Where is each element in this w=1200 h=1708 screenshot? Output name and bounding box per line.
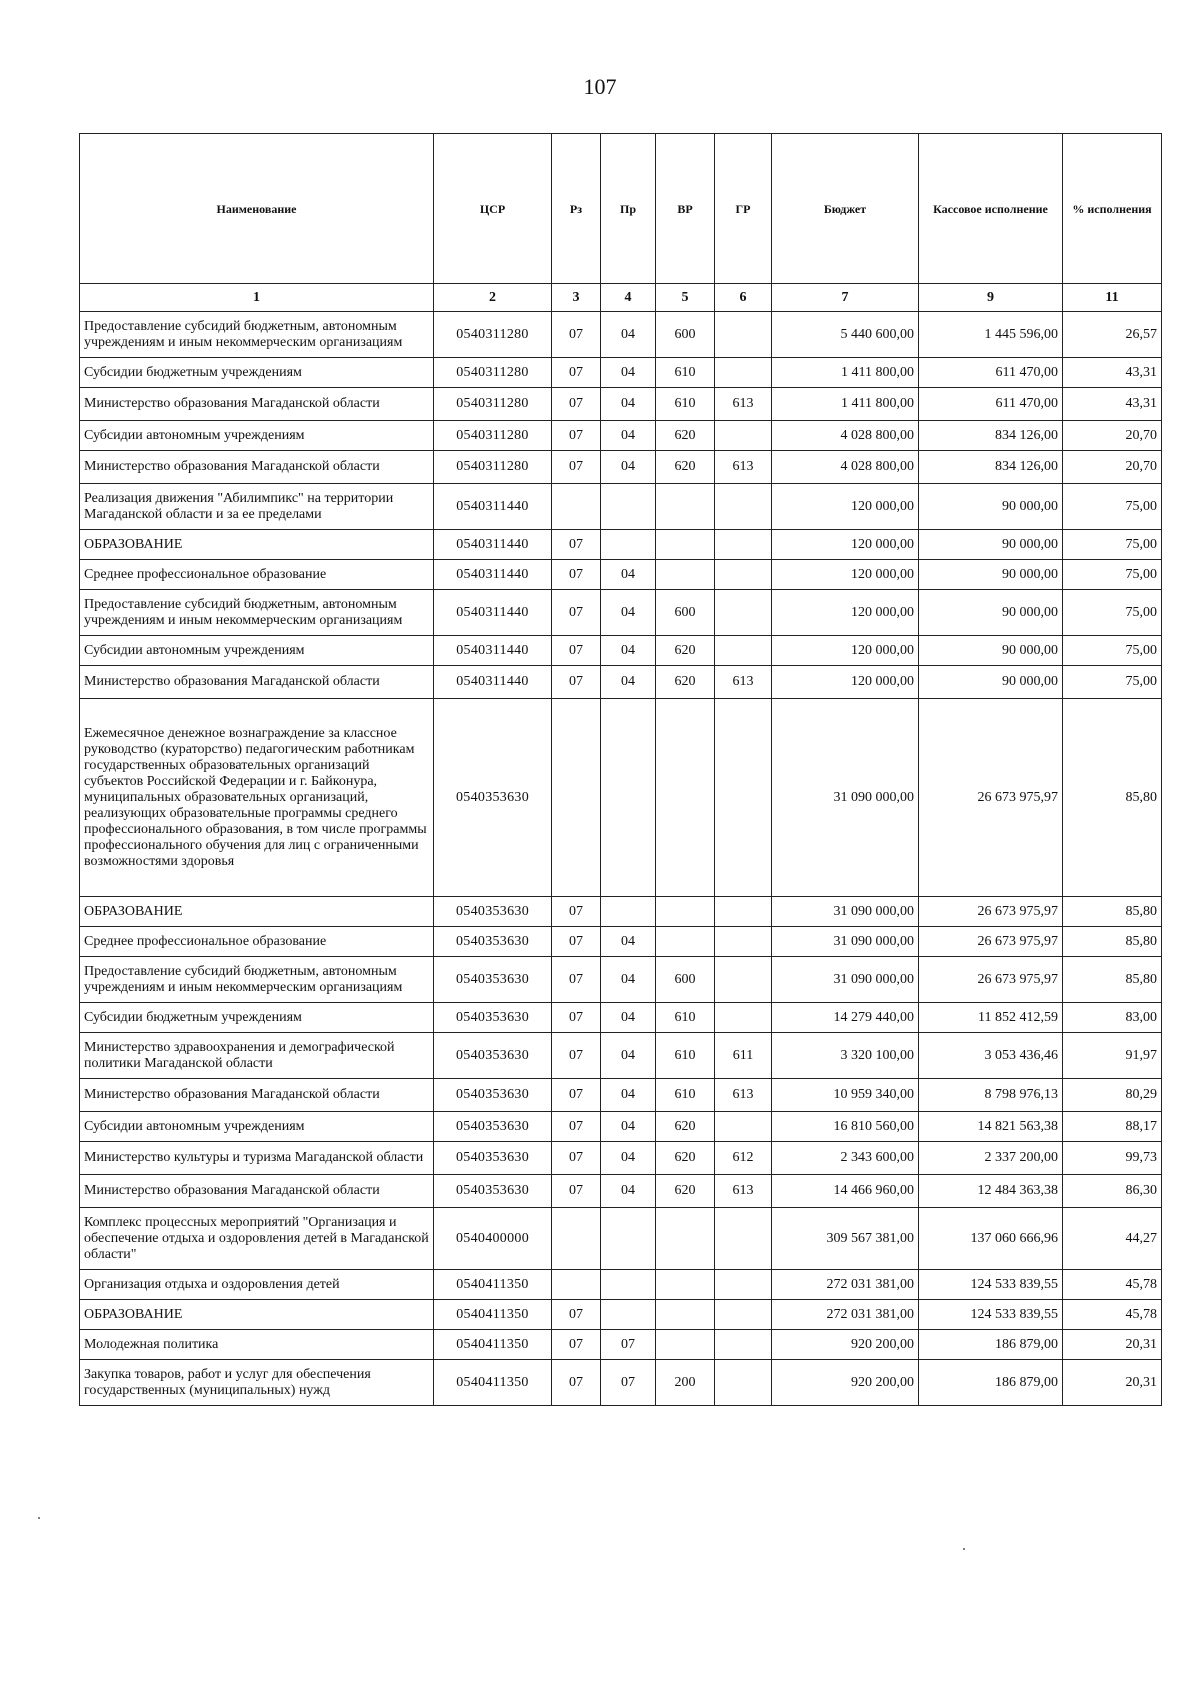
cell-rz: 07 xyxy=(552,1330,601,1360)
table-row xyxy=(80,1175,1162,1208)
cell-cash-execution: 611 470,00 xyxy=(919,358,1063,388)
cell-rz: 07 xyxy=(552,957,601,1003)
cell-gr xyxy=(715,1330,772,1360)
cell-pr: 04 xyxy=(601,421,656,451)
scan-speck xyxy=(38,1517,40,1519)
cell-percent: 99,73 xyxy=(1063,1142,1162,1175)
cell-rz: 07 xyxy=(552,1003,601,1033)
table-row xyxy=(80,451,1162,484)
cell-budget: 5 440 600,00 xyxy=(772,312,919,358)
cell-rz: 07 xyxy=(552,1112,601,1142)
cell-vr: 620 xyxy=(656,421,715,451)
cell-name: Реализация движения "Абилимпикс" на территории Магаданской области и за ее пределами xyxy=(80,484,434,530)
cell-percent: 44,27 xyxy=(1063,1208,1162,1270)
cell-rz: 07 xyxy=(552,358,601,388)
cell-csr: 0540311280 xyxy=(434,451,552,484)
header-budget: Бюджет xyxy=(772,134,919,284)
cell-gr xyxy=(715,358,772,388)
cell-percent: 88,17 xyxy=(1063,1112,1162,1142)
page-number: 107 xyxy=(583,74,617,99)
column-number: 1 xyxy=(80,284,434,312)
cell-cash-execution: 90 000,00 xyxy=(919,590,1063,636)
cell-pr xyxy=(601,1300,656,1330)
cell-percent: 43,31 xyxy=(1063,358,1162,388)
cell-budget: 272 031 381,00 xyxy=(772,1270,919,1300)
cell-pr: 04 xyxy=(601,560,656,590)
cell-name: Министерство культуры и туризма Магаданской области xyxy=(80,1142,434,1175)
column-number: 5 xyxy=(656,284,715,312)
cell-pr: 04 xyxy=(601,1112,656,1142)
table-row xyxy=(80,1112,1162,1142)
cell-vr xyxy=(656,927,715,957)
cell-csr: 0540311440 xyxy=(434,666,552,699)
cell-gr xyxy=(715,530,772,560)
cell-budget: 1 411 800,00 xyxy=(772,388,919,421)
header-name: Наименование xyxy=(80,134,434,284)
cell-budget: 272 031 381,00 xyxy=(772,1300,919,1330)
cell-pr: 07 xyxy=(601,1330,656,1360)
table-row xyxy=(80,484,1162,530)
cell-percent: 20,31 xyxy=(1063,1330,1162,1360)
cell-gr: 611 xyxy=(715,1033,772,1079)
column-number: 3 xyxy=(552,284,601,312)
cell-gr xyxy=(715,1270,772,1300)
cell-csr: 0540353630 xyxy=(434,1079,552,1112)
table-row xyxy=(80,666,1162,699)
cell-pr xyxy=(601,897,656,927)
cell-csr: 0540311440 xyxy=(434,560,552,590)
cell-cash-execution: 90 000,00 xyxy=(919,484,1063,530)
cell-percent: 20,70 xyxy=(1063,451,1162,484)
cell-csr: 0540353630 xyxy=(434,957,552,1003)
cell-rz xyxy=(552,699,601,897)
cell-name: ОБРАЗОВАНИЕ xyxy=(80,530,434,560)
cell-name: Министерство образования Магаданской области xyxy=(80,1079,434,1112)
cell-rz xyxy=(552,1270,601,1300)
cell-name: Субсидии автономным учреждениям xyxy=(80,421,434,451)
header-pr: Пр xyxy=(601,134,656,284)
cell-gr xyxy=(715,590,772,636)
cell-percent: 26,57 xyxy=(1063,312,1162,358)
cell-rz: 07 xyxy=(552,927,601,957)
cell-csr: 0540311440 xyxy=(434,636,552,666)
cell-budget: 920 200,00 xyxy=(772,1330,919,1360)
table-row xyxy=(80,897,1162,927)
cell-name: Ежемесячное денежное вознаграждение за классное руководство (кураторство) педагогическим работникам государственных образовательных организаций субъектов Российской Федерации и г. Байконура, муниципальных образовательных организаций, реализующих образовательные программы среднего профессионального образования, в том числе программы профессионального обучения для лиц с ограниченными возможностями здоровья xyxy=(80,699,434,897)
cell-percent: 20,31 xyxy=(1063,1360,1162,1406)
cell-name: Предоставление субсидий бюджетным, автономным учреждениям и иным некоммерческим организациям xyxy=(80,590,434,636)
table-row xyxy=(80,590,1162,636)
cell-vr xyxy=(656,1208,715,1270)
cell-percent: 85,80 xyxy=(1063,957,1162,1003)
cell-name: Субсидии бюджетным учреждениям xyxy=(80,358,434,388)
cell-percent: 85,80 xyxy=(1063,897,1162,927)
table-row xyxy=(80,957,1162,1003)
cell-csr: 0540353630 xyxy=(434,1003,552,1033)
cell-cash-execution: 186 879,00 xyxy=(919,1360,1063,1406)
cell-pr xyxy=(601,530,656,560)
cell-budget: 14 279 440,00 xyxy=(772,1003,919,1033)
cell-vr: 610 xyxy=(656,358,715,388)
cell-gr: 613 xyxy=(715,1079,772,1112)
cell-cash-execution: 3 053 436,46 xyxy=(919,1033,1063,1079)
cell-vr: 620 xyxy=(656,1175,715,1208)
cell-csr: 0540411350 xyxy=(434,1270,552,1300)
cell-cash-execution: 26 673 975,97 xyxy=(919,927,1063,957)
header-csr: ЦСР xyxy=(434,134,552,284)
table-row xyxy=(80,312,1162,358)
cell-percent: 75,00 xyxy=(1063,666,1162,699)
cell-budget: 4 028 800,00 xyxy=(772,421,919,451)
cell-vr: 620 xyxy=(656,1142,715,1175)
cell-name: Организация отдыха и оздоровления детей xyxy=(80,1270,434,1300)
cell-gr xyxy=(715,560,772,590)
column-number: 6 xyxy=(715,284,772,312)
cell-vr xyxy=(656,560,715,590)
cell-gr xyxy=(715,1112,772,1142)
cell-rz: 07 xyxy=(552,560,601,590)
cell-name: Субсидии автономным учреждениям xyxy=(80,636,434,666)
cell-rz: 07 xyxy=(552,590,601,636)
cell-budget: 16 810 560,00 xyxy=(772,1112,919,1142)
cell-vr: 610 xyxy=(656,1003,715,1033)
cell-vr: 600 xyxy=(656,957,715,1003)
cell-vr xyxy=(656,699,715,897)
cell-csr: 0540311440 xyxy=(434,530,552,560)
cell-pr: 04 xyxy=(601,1142,656,1175)
table-row xyxy=(80,530,1162,560)
cell-gr xyxy=(715,957,772,1003)
cell-gr xyxy=(715,636,772,666)
cell-vr: 620 xyxy=(656,1112,715,1142)
cell-vr: 610 xyxy=(656,388,715,421)
header-vr: ВР xyxy=(656,134,715,284)
cell-csr: 0540311440 xyxy=(434,590,552,636)
cell-name: Предоставление субсидий бюджетным, автономным учреждениям и иным некоммерческим организациям xyxy=(80,312,434,358)
cell-rz: 07 xyxy=(552,1142,601,1175)
cell-name: Предоставление субсидий бюджетным, автономным учреждениям и иным некоммерческим организациям xyxy=(80,957,434,1003)
budget-execution-table xyxy=(79,133,1162,1406)
cell-budget: 120 000,00 xyxy=(772,484,919,530)
cell-cash-execution: 90 000,00 xyxy=(919,666,1063,699)
header-rz: Рз xyxy=(552,134,601,284)
cell-csr: 0540411350 xyxy=(434,1300,552,1330)
cell-gr xyxy=(715,312,772,358)
cell-cash-execution: 11 852 412,59 xyxy=(919,1003,1063,1033)
cell-cash-execution: 124 533 839,55 xyxy=(919,1300,1063,1330)
cell-gr xyxy=(715,1208,772,1270)
cell-pr xyxy=(601,1270,656,1300)
cell-name: Среднее профессиональное образование xyxy=(80,560,434,590)
cell-csr: 0540353630 xyxy=(434,897,552,927)
cell-pr xyxy=(601,699,656,897)
cell-rz: 07 xyxy=(552,1079,601,1112)
cell-budget: 120 000,00 xyxy=(772,560,919,590)
cell-cash-execution: 8 798 976,13 xyxy=(919,1079,1063,1112)
cell-name: Министерство образования Магаданской области xyxy=(80,1175,434,1208)
cell-budget: 14 466 960,00 xyxy=(772,1175,919,1208)
cell-percent: 80,29 xyxy=(1063,1079,1162,1112)
cell-rz xyxy=(552,1208,601,1270)
cell-cash-execution: 26 673 975,97 xyxy=(919,957,1063,1003)
cell-percent: 83,00 xyxy=(1063,1003,1162,1033)
table-row xyxy=(80,1208,1162,1270)
cell-name: Министерство здравоохранения и демографической политики Магаданской области xyxy=(80,1033,434,1079)
cell-rz: 07 xyxy=(552,421,601,451)
cell-budget: 120 000,00 xyxy=(772,636,919,666)
cell-csr: 0540411350 xyxy=(434,1330,552,1360)
header-row xyxy=(80,134,1162,284)
cell-pr: 04 xyxy=(601,1079,656,1112)
cell-cash-execution: 14 821 563,38 xyxy=(919,1112,1063,1142)
cell-gr xyxy=(715,484,772,530)
cell-percent: 85,80 xyxy=(1063,699,1162,897)
cell-vr xyxy=(656,1270,715,1300)
cell-pr: 04 xyxy=(601,1003,656,1033)
cell-name: ОБРАЗОВАНИЕ xyxy=(80,1300,434,1330)
cell-pr: 04 xyxy=(601,388,656,421)
cell-percent: 75,00 xyxy=(1063,560,1162,590)
column-number: 11 xyxy=(1063,284,1162,312)
cell-vr: 600 xyxy=(656,312,715,358)
cell-rz: 07 xyxy=(552,1033,601,1079)
cell-vr: 620 xyxy=(656,666,715,699)
cell-percent: 45,78 xyxy=(1063,1300,1162,1330)
cell-name: Министерство образования Магаданской области xyxy=(80,666,434,699)
cell-budget: 31 090 000,00 xyxy=(772,957,919,1003)
cell-budget: 4 028 800,00 xyxy=(772,451,919,484)
cell-cash-execution: 12 484 363,38 xyxy=(919,1175,1063,1208)
cell-vr: 610 xyxy=(656,1079,715,1112)
table-row xyxy=(80,358,1162,388)
column-number: 4 xyxy=(601,284,656,312)
cell-vr xyxy=(656,530,715,560)
cell-cash-execution: 26 673 975,97 xyxy=(919,897,1063,927)
cell-rz: 07 xyxy=(552,636,601,666)
cell-vr: 600 xyxy=(656,590,715,636)
cell-name: Субсидии автономным учреждениям xyxy=(80,1112,434,1142)
cell-gr xyxy=(715,699,772,897)
cell-vr xyxy=(656,1330,715,1360)
cell-budget: 120 000,00 xyxy=(772,666,919,699)
cell-pr: 04 xyxy=(601,590,656,636)
cell-cash-execution: 611 470,00 xyxy=(919,388,1063,421)
cell-csr: 0540311440 xyxy=(434,484,552,530)
cell-name: Комплекс процессных мероприятий "Организация и обеспечение отдыха и оздоровления детей в Магаданской области" xyxy=(80,1208,434,1270)
table-row xyxy=(80,1003,1162,1033)
cell-percent: 20,70 xyxy=(1063,421,1162,451)
cell-rz: 07 xyxy=(552,1360,601,1406)
cell-gr xyxy=(715,1300,772,1330)
cell-vr xyxy=(656,897,715,927)
cell-pr: 04 xyxy=(601,358,656,388)
cell-cash-execution: 90 000,00 xyxy=(919,636,1063,666)
table-row xyxy=(80,388,1162,421)
cell-cash-execution: 834 126,00 xyxy=(919,451,1063,484)
cell-gr xyxy=(715,897,772,927)
cell-csr: 0540311280 xyxy=(434,421,552,451)
cell-rz: 07 xyxy=(552,666,601,699)
table-row xyxy=(80,560,1162,590)
cell-gr xyxy=(715,1003,772,1033)
cell-pr: 04 xyxy=(601,636,656,666)
cell-cash-execution: 1 445 596,00 xyxy=(919,312,1063,358)
table-row xyxy=(80,1300,1162,1330)
cell-csr: 0540311280 xyxy=(434,358,552,388)
cell-percent: 75,00 xyxy=(1063,530,1162,560)
cell-csr: 0540353630 xyxy=(434,927,552,957)
cell-percent: 75,00 xyxy=(1063,484,1162,530)
cell-name: Среднее профессиональное образование xyxy=(80,927,434,957)
cell-gr: 613 xyxy=(715,666,772,699)
cell-percent: 86,30 xyxy=(1063,1175,1162,1208)
column-number: 7 xyxy=(772,284,919,312)
cell-budget: 10 959 340,00 xyxy=(772,1079,919,1112)
table-row xyxy=(80,699,1162,897)
cell-pr: 04 xyxy=(601,312,656,358)
cell-csr: 0540353630 xyxy=(434,1112,552,1142)
cell-rz: 07 xyxy=(552,530,601,560)
cell-cash-execution: 124 533 839,55 xyxy=(919,1270,1063,1300)
cell-pr xyxy=(601,484,656,530)
table-row xyxy=(80,1360,1162,1406)
cell-name: Министерство образования Магаданской области xyxy=(80,451,434,484)
cell-cash-execution: 137 060 666,96 xyxy=(919,1208,1063,1270)
cell-cash-execution: 2 337 200,00 xyxy=(919,1142,1063,1175)
table-row xyxy=(80,927,1162,957)
table-row xyxy=(80,1033,1162,1079)
cell-cash-execution: 834 126,00 xyxy=(919,421,1063,451)
cell-budget: 31 090 000,00 xyxy=(772,927,919,957)
column-number: 2 xyxy=(434,284,552,312)
cell-budget: 920 200,00 xyxy=(772,1360,919,1406)
cell-cash-execution: 90 000,00 xyxy=(919,530,1063,560)
cell-rz: 07 xyxy=(552,1175,601,1208)
cell-pr: 04 xyxy=(601,451,656,484)
cell-pr: 04 xyxy=(601,957,656,1003)
cell-percent: 75,00 xyxy=(1063,590,1162,636)
cell-budget: 309 567 381,00 xyxy=(772,1208,919,1270)
cell-pr: 04 xyxy=(601,666,656,699)
cell-percent: 85,80 xyxy=(1063,927,1162,957)
cell-name: Субсидии бюджетным учреждениям xyxy=(80,1003,434,1033)
cell-percent: 45,78 xyxy=(1063,1270,1162,1300)
cell-gr xyxy=(715,1360,772,1406)
scan-speck xyxy=(963,1548,965,1550)
cell-rz: 07 xyxy=(552,312,601,358)
cell-budget: 2 343 600,00 xyxy=(772,1142,919,1175)
cell-budget: 120 000,00 xyxy=(772,590,919,636)
cell-budget: 31 090 000,00 xyxy=(772,897,919,927)
cell-rz: 07 xyxy=(552,451,601,484)
cell-name: Закупка товаров, работ и услуг для обеспечения государственных (муниципальных) нужд xyxy=(80,1360,434,1406)
cell-rz xyxy=(552,484,601,530)
cell-csr: 0540311280 xyxy=(434,312,552,358)
table-row xyxy=(80,1079,1162,1112)
cell-gr: 613 xyxy=(715,1175,772,1208)
table-row xyxy=(80,421,1162,451)
cell-rz: 07 xyxy=(552,388,601,421)
cell-vr: 620 xyxy=(656,451,715,484)
cell-percent: 91,97 xyxy=(1063,1033,1162,1079)
table-row xyxy=(80,1330,1162,1360)
cell-name: Министерство образования Магаданской области xyxy=(80,388,434,421)
cell-csr: 0540353630 xyxy=(434,1142,552,1175)
table-row xyxy=(80,636,1162,666)
cell-name: ОБРАЗОВАНИЕ xyxy=(80,897,434,927)
column-number: 9 xyxy=(919,284,1063,312)
cell-budget: 120 000,00 xyxy=(772,530,919,560)
cell-csr: 0540411350 xyxy=(434,1360,552,1406)
cell-cash-execution: 186 879,00 xyxy=(919,1330,1063,1360)
cell-percent: 43,31 xyxy=(1063,388,1162,421)
cell-gr xyxy=(715,927,772,957)
table-row xyxy=(80,1142,1162,1175)
cell-pr: 04 xyxy=(601,1033,656,1079)
cell-vr: 200 xyxy=(656,1360,715,1406)
cell-pr: 04 xyxy=(601,1175,656,1208)
cell-pr xyxy=(601,1208,656,1270)
cell-csr: 0540353630 xyxy=(434,699,552,897)
cell-name: Молодежная политика xyxy=(80,1330,434,1360)
cell-vr: 620 xyxy=(656,636,715,666)
cell-csr: 0540311280 xyxy=(434,388,552,421)
cell-budget: 31 090 000,00 xyxy=(772,699,919,897)
cell-cash-execution: 90 000,00 xyxy=(919,560,1063,590)
cell-gr: 612 xyxy=(715,1142,772,1175)
cell-cash-execution: 26 673 975,97 xyxy=(919,699,1063,897)
cell-rz: 07 xyxy=(552,1300,601,1330)
cell-vr xyxy=(656,484,715,530)
cell-budget: 1 411 800,00 xyxy=(772,358,919,388)
cell-csr: 0540353630 xyxy=(434,1033,552,1079)
header-percent-execution: % исполнения xyxy=(1063,134,1162,284)
column-number-row xyxy=(80,284,1162,312)
cell-vr: 610 xyxy=(656,1033,715,1079)
table-row xyxy=(80,1270,1162,1300)
cell-budget: 3 320 100,00 xyxy=(772,1033,919,1079)
cell-gr: 613 xyxy=(715,388,772,421)
cell-csr: 0540400000 xyxy=(434,1208,552,1270)
header-gr: ГР xyxy=(715,134,772,284)
cell-percent: 75,00 xyxy=(1063,636,1162,666)
cell-pr: 04 xyxy=(601,927,656,957)
cell-gr: 613 xyxy=(715,451,772,484)
header-cash-execution: Кассовое исполнение xyxy=(919,134,1063,284)
cell-csr: 0540353630 xyxy=(434,1175,552,1208)
cell-gr xyxy=(715,421,772,451)
cell-vr xyxy=(656,1300,715,1330)
cell-rz: 07 xyxy=(552,897,601,927)
cell-pr: 07 xyxy=(601,1360,656,1406)
